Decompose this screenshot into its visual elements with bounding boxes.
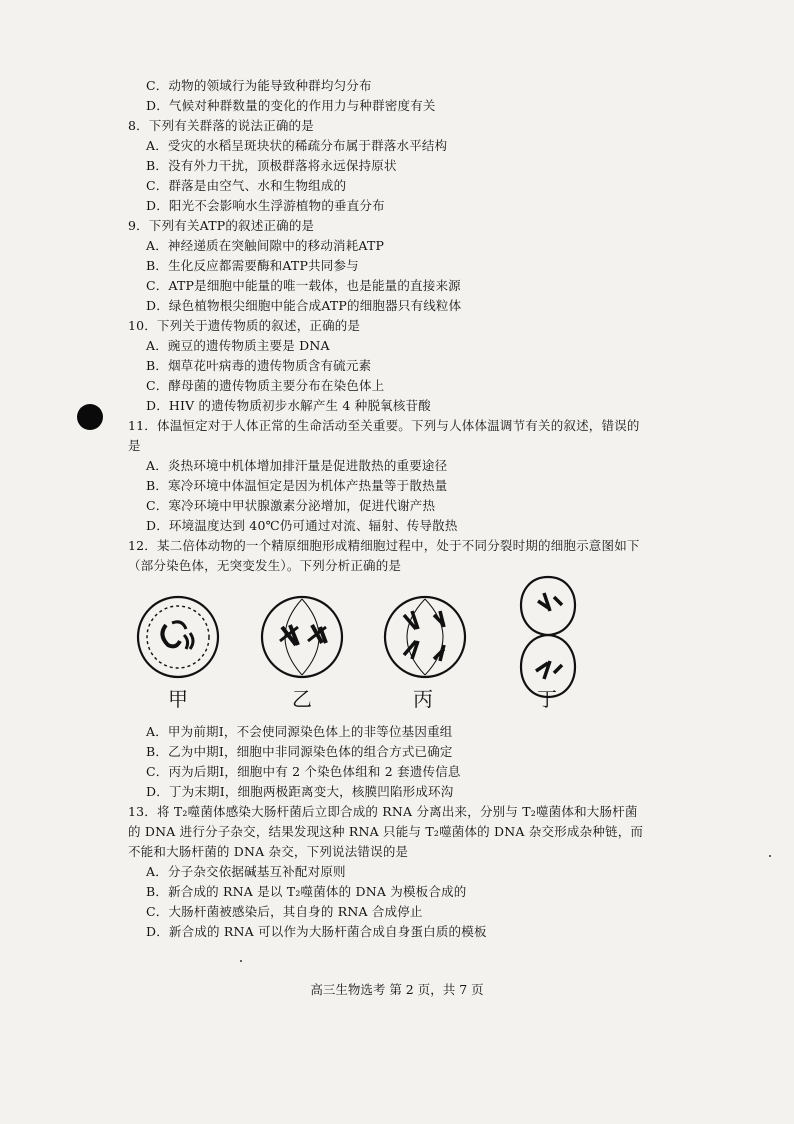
answer-option: D．绿色植物根尖细胞中能合成ATP的细胞器只有线粒体 [146, 298, 462, 313]
answer-option: A．神经递质在突触间隙中的移动消耗ATP [146, 238, 385, 253]
answer-option: A．甲为前期Ⅰ，不会使同源染色体上的非等位基因重组 [146, 724, 453, 739]
cell-bing [385, 597, 465, 677]
caption-yi: 乙 [292, 687, 312, 711]
question-stem: 12．某二倍体动物的一个精原细胞形成精细胞过程中，处于不同分裂时期的细胞示意图如下 [128, 538, 640, 553]
answer-option: B．生化反应都需要酶和ATP共同参与 [146, 258, 359, 273]
answer-option: C．动物的领域行为能导致种群均匀分布 [146, 78, 372, 93]
answer-option: C．ATP是细胞中能量的唯一载体，也是能量的直接来源 [146, 278, 461, 293]
answer-option: D．丁为末期Ⅰ，细胞两极距离变大，核膜凹陷形成环沟 [146, 784, 454, 799]
answer-option: A．受灾的水稻呈斑块状的稀疏分布属于群落水平结构 [146, 138, 448, 153]
caption-ding: 丁 [537, 687, 557, 711]
answer-option: C．丙为后期Ⅰ，细胞中有 2 个染色体组和 2 套遗传信息 [146, 764, 461, 779]
caption-bing: 丙 [413, 687, 433, 711]
answer-option: D．气候对种群数量的变化的作用力与种群密度有关 [146, 98, 436, 113]
caption-jia: 甲 [168, 687, 188, 711]
answer-option: D．新合成的 RNA 可以作为大肠杆菌合成自身蛋白质的模板 [146, 924, 487, 939]
answer-option: D．阳光不会影响水生浮游植物的垂直分布 [146, 198, 385, 213]
question-stem: 13．将 T₂噬菌体感染大肠杆菌后立即合成的 RNA 分离出来，分别与 T₂噬菌体和大肠杆菌 [128, 804, 638, 819]
answer-option: B．烟草花叶病毒的遗传物质含有硫元素 [146, 358, 372, 373]
cell-ding [521, 577, 575, 697]
question-stem: 8．下列有关群落的说法正确的是 [128, 118, 314, 133]
question-stem: 的 DNA 进行分子杂交，结果发现这种 RNA 只能与 T₂噬菌体的 DNA 杂交形成杂种链，而 [128, 824, 644, 839]
answer-option: B．乙为中期Ⅰ，细胞中非同源染色体的组合方式已确定 [146, 744, 453, 759]
question-stem: 不能和大肠杆菌的 DNA 杂交，下列说法错误的是 [128, 844, 409, 859]
question-stem: 11．体温恒定对于人体正常的生命活动至关重要。下列与人体体温调节有关的叙述，错误的 [128, 418, 640, 433]
answer-option: B．没有外力干扰，顶极群落将永远保持原状 [146, 158, 397, 173]
answer-option: D．环境温度达到 40℃仍可通过对流、辐射、传导散热 [146, 518, 458, 533]
speck [769, 855, 771, 857]
answer-option: A．炎热环境中机体增加排汗量是促进散热的重要途径 [146, 458, 448, 473]
question-stem: 10．下列关于遗传物质的叙述，正确的是 [128, 318, 361, 333]
answer-option: C．群落是由空气、水和生物组成的 [146, 178, 347, 193]
answer-option: C．寒冷环境中甲状腺激素分泌增加，促进代谢产热 [146, 498, 436, 513]
answer-option: B．寒冷环境中体温恒定是因为机体产热量等于散热量 [146, 478, 448, 493]
answer-option: D．HIV 的遗传物质初步水解产生 4 种脱氧核苷酸 [146, 398, 431, 413]
cell-division-figure [120, 575, 650, 715]
page-footer: 高三生物选考 第 2 页，共 7 页 [310, 982, 484, 997]
binder-hole-mark [77, 404, 103, 430]
cell-yi [262, 597, 342, 677]
answer-option: A．豌豆的遗传物质主要是 DNA [146, 338, 330, 353]
answer-option: B．新合成的 RNA 是以 T₂噬菌体的 DNA 为模板合成的 [146, 884, 467, 899]
question-stem: 9．下列有关ATP的叙述正确的是 [128, 218, 315, 233]
question-stem: 是 [128, 438, 141, 453]
speck [240, 960, 242, 962]
answer-option: A．分子杂交依据碱基互补配对原则 [146, 864, 346, 879]
cell-jia [138, 597, 218, 677]
answer-option: C．大肠杆菌被感染后，其自身的 RNA 合成停止 [146, 904, 423, 919]
answer-option: C．酵母菌的遗传物质主要分布在染色体上 [146, 378, 385, 393]
question-stem: （部分染色体，无突变发生）。下列分析正确的是 [128, 558, 402, 573]
